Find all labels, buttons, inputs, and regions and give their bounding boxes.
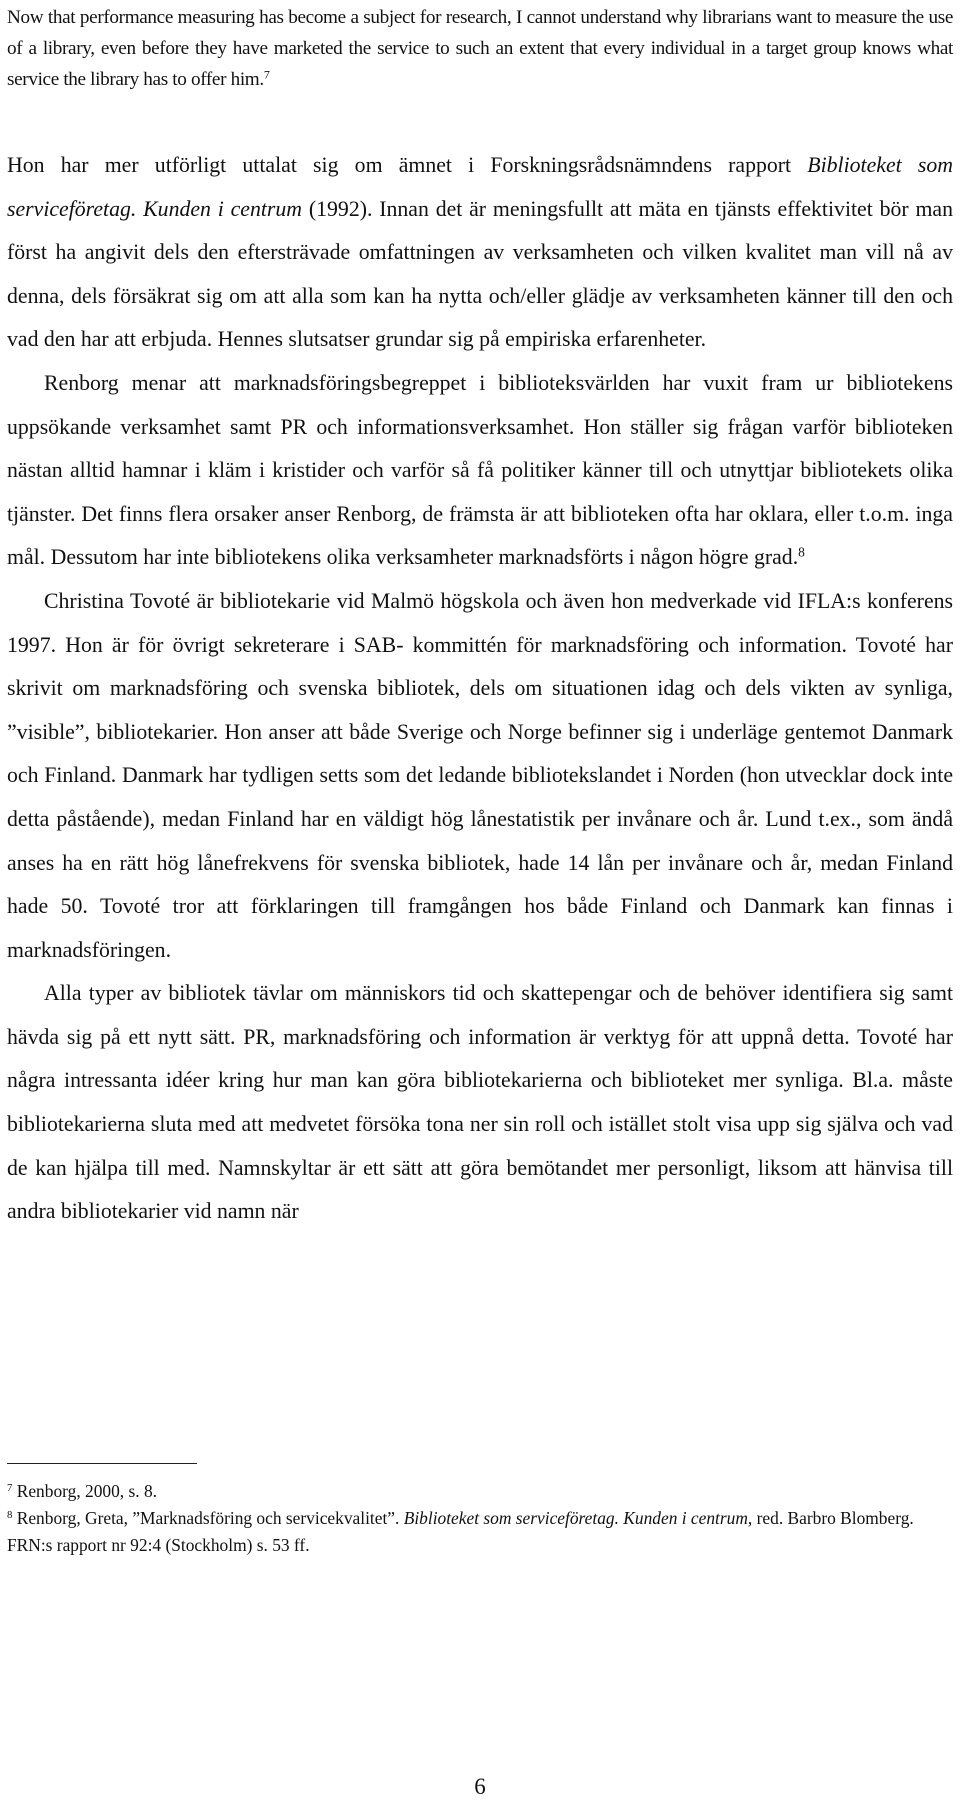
paragraph-2-text: Renborg menar att marknadsföringsbegreppet i biblioteksvärlden har vuxit fram ur bibliotekens uppsökande verksamhet samt PR och informationsverksamhet. Hon ställer sig frågan varför biblioteken nästan alltid hamnar i kläm i kristider och varför så få politiker känner till och utnyttjar bibliotekets olika tjänster. Det finns flera orsaker anser Renborg, de främsta är att biblioteken ofta har oklara, eller t.o.m. inga mål. Dessutom har inte bibliotekens olika verksamheter marknadsförts i någon högre grad. (7, 370, 953, 570)
paragraph-1-start: Hon har mer utförligt uttalat sig om ämnet i Forskningsrådsnämndens rapport (7, 153, 808, 177)
footnote-ref-8: 8 (798, 544, 805, 560)
report-title: Biblioteket som serviceföretag. Kunden i centrum (7, 153, 953, 221)
page-number: 6 (474, 1774, 486, 1799)
quote-text: Now that performance measuring has become a subject for research, I cannot understand why librarians want to measure the use of a library, even before they have marketed the service to such an extent that every individual in a target group knows what service the library has to offer him. (7, 7, 953, 90)
footnote-8-number: 8 (7, 1509, 13, 1522)
paragraph-3-text: Christina Tovoté är bibliotekarie vid Malmö högskola och även hon medverkade vid IFLA:s konferens 1997. Hon är för övrigt sekreterare i SAB- kommittén för marknadsföring och information. Tovoté har skrivit om marknadsföring och svenska bibliotek, dels om situationen idag och dels vikten av synliga, ”visible”, bibliotekarier. Hon anser att både Sverige och Norge befinner sig i underläge gentemot Danmark och Finland. Danmark har tydligen setts som det ledande bibliotekslandet i Norden (hon utvecklar dock inte detta påstående), medan Finland har en väldigt hög lånestatistik per invånare och år. Lund t.ex., som ändå anses ha en rätt hög lånefrekvens för svenska bibliotek, hade 14 lån per invånare och år, medan Finland hade 50. Tovoté tror att förklaringen till framgången hos både Finland och Danmark kan finnas i marknadsföringen. (7, 588, 953, 962)
paragraph-4 (7, 972, 953, 1234)
footnote-7-number: 7 (7, 1482, 13, 1495)
body-text (7, 144, 953, 1234)
paragraph-3 (7, 580, 953, 972)
paragraph-2 (7, 362, 953, 580)
footnote-separator (7, 1463, 197, 1464)
footnote-ref-7: 7 (263, 67, 270, 82)
footnote-8-title: Biblioteket som serviceföretag. Kunden i centrum, (403, 1508, 753, 1528)
english-quote (7, 2, 953, 95)
footnote-7 (7, 1478, 953, 1505)
footnote-8 (7, 1505, 953, 1559)
footnote-8-text-start: Renborg, Greta, ”Marknadsföring och servicekvalitet”. (12, 1508, 404, 1528)
footnote-7-text: Renborg, 2000, s. 8. (12, 1481, 157, 1501)
paragraph-1-rest: (1992). Innan det är meningsfullt att mäta en tjänsts effektivitet bör man först ha angivit dels den eftersträvade omfattningen av verksamheten och vilken kvalitet man vill nå av denna, dels försäkrat sig om att alla som kan ha nytta och/eller glädje av verksamheten känner till den och vad den har att erbjuda. Hennes slutsatser grundar sig på empiriska erfarenheter. (7, 196, 953, 352)
paragraph-1 (7, 144, 953, 362)
footnote-8-text-rest: red. Barbro Blomberg. FRN:s rapport nr 92:4 (Stockholm) s. 53 ff. (7, 1508, 914, 1555)
paragraph-4-text: Alla typer av bibliotek tävlar om människors tid och skattepengar och de behöver identifiera sig samt hävda sig på ett nytt sätt. PR, marknadsföring och information är verktyg för att uppnå detta. Tovoté har några intressanta idéer kring hur man kan göra bibliotekarierna och biblioteket mer synliga. Bl.a. måste bibliotekarierna sluta med att medvetet försöka tona ner sin roll och istället stolt visa upp sig själva och vad de kan hjälpa till med. Namnskyltar är ett sätt att göra bemötandet mer personligt, liksom att hänvisa till andra bibliotekarier vid namn när (7, 981, 953, 1224)
footnotes (7, 1478, 953, 1559)
